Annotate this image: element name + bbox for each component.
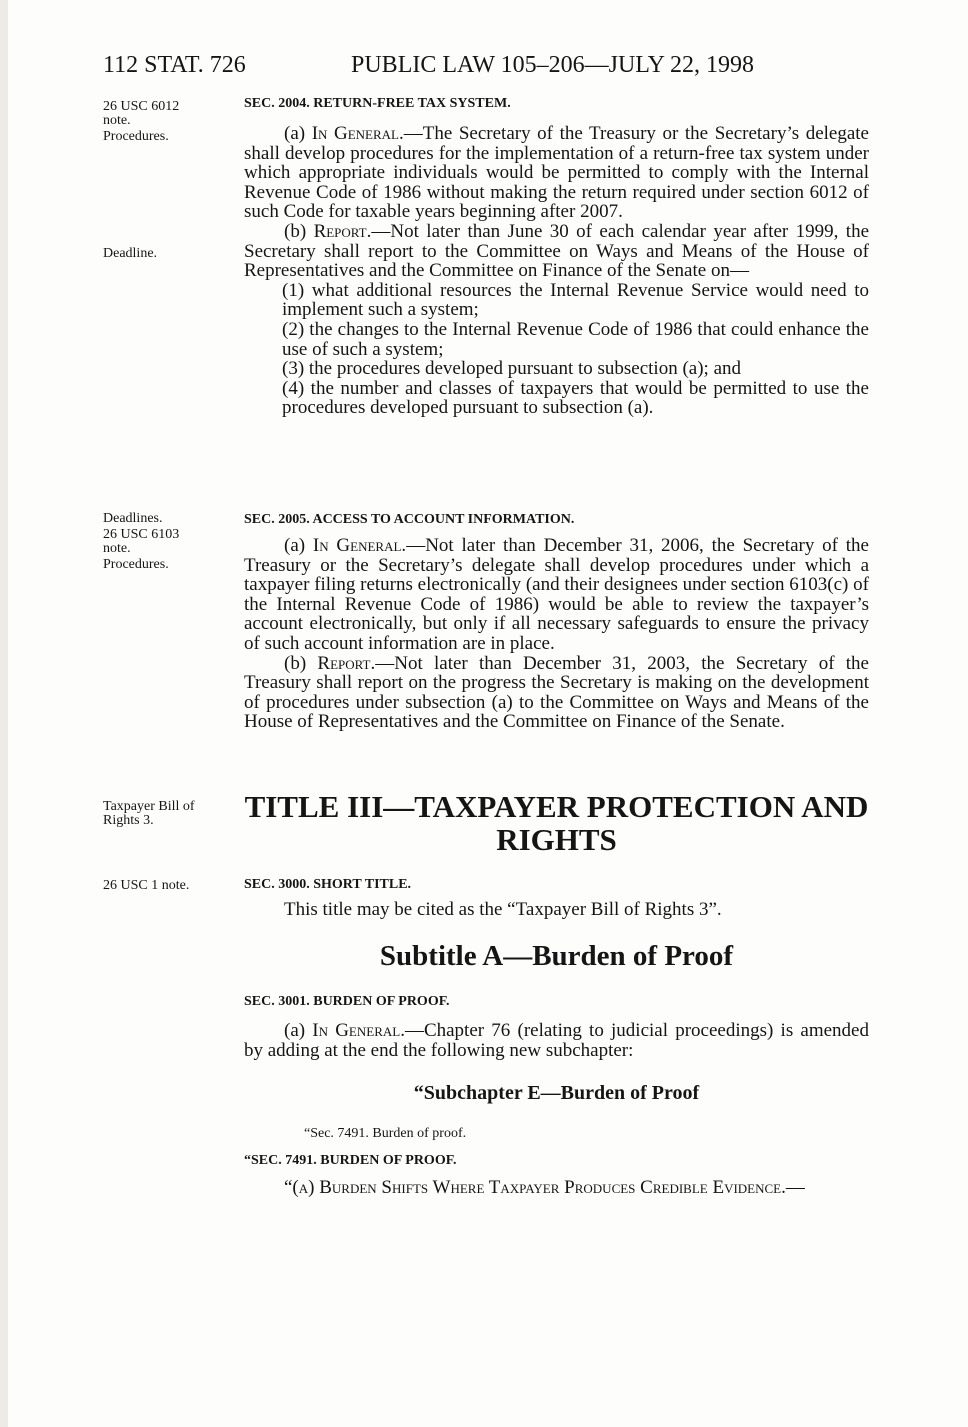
margin-note-procedures-2: Procedures. (103, 557, 169, 572)
title-iii-heading: TITLE III—TAXPAYER PROTECTION AND RIGHTS (244, 789, 869, 857)
list-item: (4) the number and classes of taxpayers that would be permitted to use the procedures developed pursuant to subsection (a). (282, 377, 869, 419)
list-item: (2) the changes to the Internal Revenue Code of 1986 that could enhance the use of such a system; (282, 318, 869, 360)
subsection-caption: In General. (311, 123, 404, 144)
list-item: (1) what additional resources the Internal Revenue Service would need to implement such a system; (282, 279, 869, 321)
margin-note-usc-6012: 26 USC 6012 note. (103, 99, 180, 128)
scan-edge (0, 0, 8, 1427)
subsection-caption: In General. (312, 1020, 405, 1041)
subsection-b: (b) Report.—Not later than June 30 of each calendar year after 1999, the Secretary shall report to the Committee on Ways and Means of the House of Representatives and the Committee on Finance of the Senate on— (244, 220, 869, 282)
subsection-a: (a) In General.—Not later than December 31, 2006, the Secretary of the Treasury or the Secretary’s delegate shall develop procedures under which a taxpayer filing returns electronically (and their designees under section 6103(c) of the Internal Revenue Code of 1986) would be able to review the taxpayer’s account electronically, but only if all necessary safeguards to ensure the privacy of such account information are in place. (244, 535, 869, 654)
section-2004-heading: SEC. 2004. RETURN-FREE TAX SYSTEM. (244, 96, 511, 111)
section-3001-body (244, 1021, 869, 1060)
section-7491-heading: “SEC. 7491. BURDEN OF PROOF. (244, 1153, 457, 1168)
subsection-a: (a) In General.—The Secretary of the Treasury or the Secretary’s delegate shall develop procedures for the implementation of a return-free tax system under which appropriate individuals would be permitted to comply with the Internal Revenue Code of 1986 without making the return required under section 6012 of such Code for taxable years beginning after 2007. (244, 123, 869, 223)
subsection-caption: Report. (313, 220, 372, 242)
section-2005-body (244, 536, 869, 732)
subsection-caption: Report. (317, 652, 376, 674)
list-item: (3) the procedures developed pursuant to subsection (a); and (282, 358, 742, 380)
section-2004-body (244, 124, 869, 418)
margin-note-usc-6103: 26 USC 6103 note. (103, 527, 180, 556)
section-7491-subsection-a: “(a) Burden Shifts Where Taxpayer Produces Credible Evidence.— (284, 1177, 805, 1198)
section-2005-heading: SEC. 2005. ACCESS TO ACCOUNT INFORMATION. (244, 512, 575, 527)
margin-note-usc-1: 26 USC 1 note. (103, 878, 190, 893)
section-3000-text: This title may be cited as the “Taxpayer Bill of Rights 3”. (284, 899, 722, 920)
subchapter-e-heading: “Subchapter E—Burden of Proof (413, 1082, 700, 1104)
table-of-sections-entry: “Sec. 7491. Burden of proof. (304, 1126, 467, 1141)
subsection-a: (a) In General.—Chapter 76 (relating to judicial proceedings) is amended by adding at the end the following new subchapter: (244, 1020, 869, 1061)
section-3001-heading: SEC. 3001. BURDEN OF PROOF. (244, 994, 450, 1009)
subsection-caption: In General. (312, 535, 407, 556)
page-reference: 112 STAT. 726 (103, 52, 246, 78)
margin-note-deadline: Deadline. (103, 246, 158, 261)
margin-note-deadlines: Deadlines. (103, 511, 163, 526)
subsection-b: (b) Report.—Not later than December 31, 2003, the Secretary of the Treasury shall report on the progress the Secretary is making on the development of procedures under subsection (a) to the Committee on Ways and Means of the House of Representatives and the Committee on Finance of the Senate. (244, 652, 869, 733)
law-title: PUBLIC LAW 105–206—JULY 22, 1998 (351, 52, 755, 78)
section-3000-heading: SEC. 3000. SHORT TITLE. (244, 877, 412, 892)
margin-note-taxpayer-bill: Taxpayer Bill of Rights 3. (103, 799, 195, 828)
margin-note-procedures: Procedures. (103, 129, 169, 144)
subtitle-a-heading: Subtitle A—Burden of Proof (379, 940, 734, 972)
